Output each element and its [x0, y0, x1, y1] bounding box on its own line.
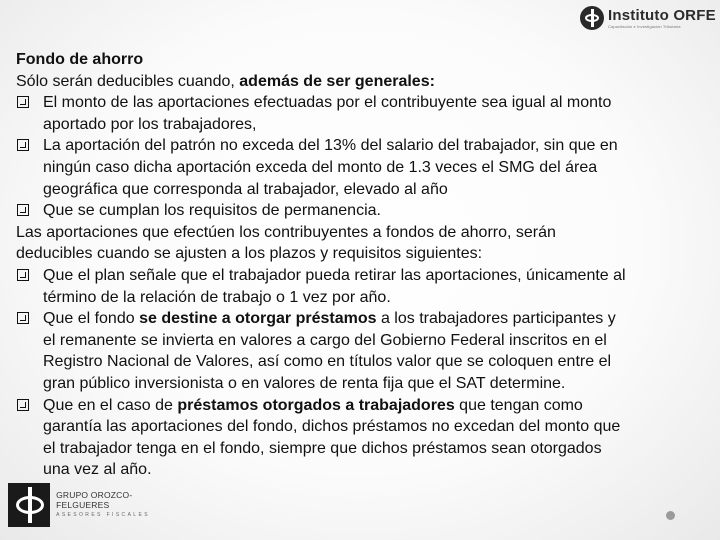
logo-name: Instituto ORFE: [608, 6, 716, 24]
paragraph-line: Las aportaciones que efectúen los contribuyentes a fondos de ahorro, serán: [16, 223, 556, 241]
bullet-item: Que el fondo se destine a otorgar préstamos a los trabajadores participantes y el remanente se invierta en valores a cargo del Gobierno Federal inscritos en el Registro Nacional de Valores, así como en títulos valor que se coloquen entre el gran público inversionista o en valores de renta fija que el SAT determine.: [16, 308, 706, 394]
logo-tagline: Capacitación e Investigación Tributaria: [608, 23, 681, 29]
bullet-item: Que el plan señale que el trabajador pueda retirar las aportaciones, únicamente al término de la relación de trabajo o 1 vez por año.: [16, 265, 706, 308]
intro-line: Sólo serán deducibles cuando, además de ser generales:: [16, 72, 435, 90]
checkbox-bullet-icon: [17, 96, 29, 108]
checkbox-bullet-icon: [17, 269, 29, 281]
bullet-item: La aportación del patrón no exceda del 13% del salario del trabajador, sin que en ningún caso dicha aportación exceda del monto de 1.3 veces el SMG del área geográfica que corresponda al trabajador, elevado al año: [16, 135, 706, 200]
instituto-orfe-logo: [580, 4, 716, 32]
slide-body: [16, 49, 706, 481]
grupo-orozco-felgueres-logo: [8, 482, 180, 528]
heading: Fondo de ahorro: [16, 51, 144, 68]
grupo-orozco-felgueres-logo-icon: [8, 483, 50, 527]
checkbox-bullet-icon: [17, 139, 29, 151]
bullet-item: El monto de las aportaciones efectuadas por el contribuyente sea igual al monto aportado por los trabajadores,: [16, 92, 706, 135]
checkbox-bullet-icon: [17, 399, 29, 411]
bullet-item: Que en el caso de préstamos otorgados a trabajadores que tengan como garantía las aportaciones del fondo, dichos préstamos no excedan del monto que el trabajador tenga en el fondo, siempre que dichos préstamos sean otorgados una vez al año.: [16, 395, 706, 481]
checkbox-bullet-icon: [17, 204, 29, 216]
footer-logo-name: GRUPO OROZCO-FELGUERES: [56, 490, 133, 510]
instituto-orfe-logo-icon: [580, 6, 604, 30]
bullet-item: Que se cumplan los requisitos de permanencia.: [16, 200, 706, 222]
checkbox-bullet-icon: [17, 312, 29, 324]
decorative-dot: [666, 511, 675, 520]
paragraph-line: deducibles cuando se ajusten a los plazos y requisitos siguientes:: [16, 245, 483, 263]
footer-logo-subtitle: ASESORES FISCALES: [56, 512, 150, 519]
